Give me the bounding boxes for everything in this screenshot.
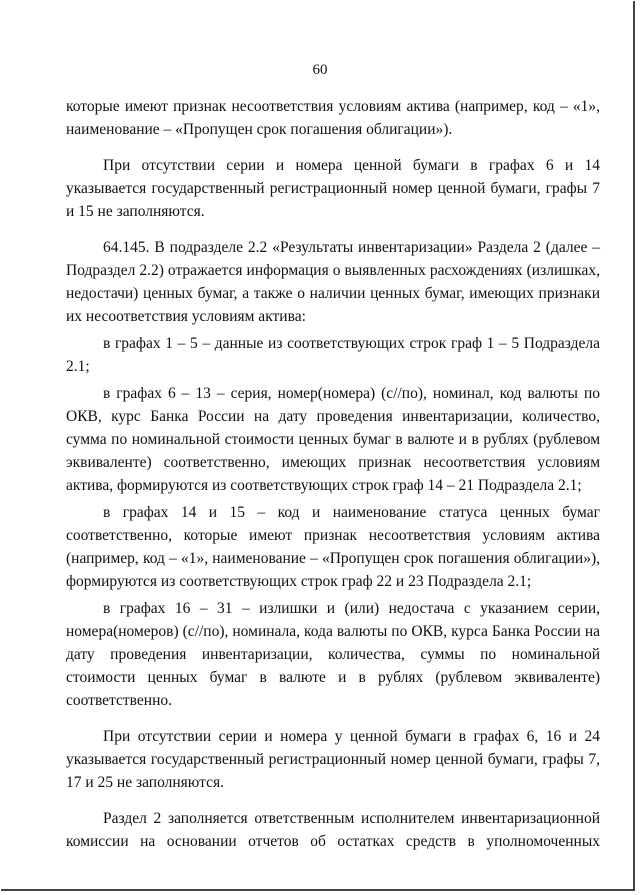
paragraph-registration-number: При отсутствии серии и номера у ценной бумаги в графах 6, 16 и 24 указывается государственный регистрационный номер ценной бумаги, графы 7, 17 и 25 не заполняются. xyxy=(66,728,600,791)
paragraph-columns-16-31: в графах 16 – 31 – излишки и (или) недостача с указанием серии, номера(номеров) (с//по), номинала, кода валюты по ОКВ, курса Банка России на дату проведения инвентаризации, количества, суммы по номинальной стоимости ценных бумаг в валюте и в рублях (рублевом эквиваленте) соответственно. xyxy=(66,600,600,709)
document-body xyxy=(66,95,600,853)
paragraph-continuation: которые имеют признак несоответствия условиям актива (например, код – «1», наименование – «Пропущен срок погашения облигации»). xyxy=(66,98,600,138)
paragraph-64-145: 64.145. В подразделе 2.2 «Результаты инвентаризации» Раздела 2 (далее – Подраздел 2.2) отражается информация о выявленных расхождениях (излишках, недостачи) ценных бумаг, а также о наличии ценных бумаг, имеющих признаки их несоответствия условиям актива: xyxy=(66,239,600,325)
paragraph-series-absent: При отсутствии серии и номера ценной бумаги в графах 6 и 14 указывается государственный регистрационный номер ценной бумаги, графы 7 и 15 не заполняются. xyxy=(66,157,600,220)
paragraph-section-2: Раздел 2 заполняется ответственным исполнителем инвентаризационной комиссии на основании отчетов об остатках средств в уполномоченных xyxy=(66,810,600,850)
paragraph-columns-6-13: в графах 6 – 13 – серия, номер(номера) (с//по), номинал, код валюты по ОКВ, курс Банка России на дату проведения инвентаризации, количество, сумма по номинальной стоимости ценных бумаг в валюте и в рублях (рублевом эквиваленте) соответственно, имеющих признак несоответствия условиям актива, формируются из соответствующих строк граф 14 – 21 Подраздела 2.1; xyxy=(66,385,600,494)
paragraph-columns-1-5: в графах 1 – 5 – данные из соответствующих строк граф 1 – 5 Подраздела 2.1; xyxy=(66,335,600,375)
page-number: 60 xyxy=(312,62,328,78)
paragraph-columns-14-15: в графах 14 и 15 – код и наименование статуса ценных бумаг соответственно, которые имеют признак несоответствия условиям актива (например, код – «1», наименование – «Пропущен срок погашения облигации»), формируются из соответствующих строк граф 22 и 23 Подраздела 2.1; xyxy=(66,504,600,590)
